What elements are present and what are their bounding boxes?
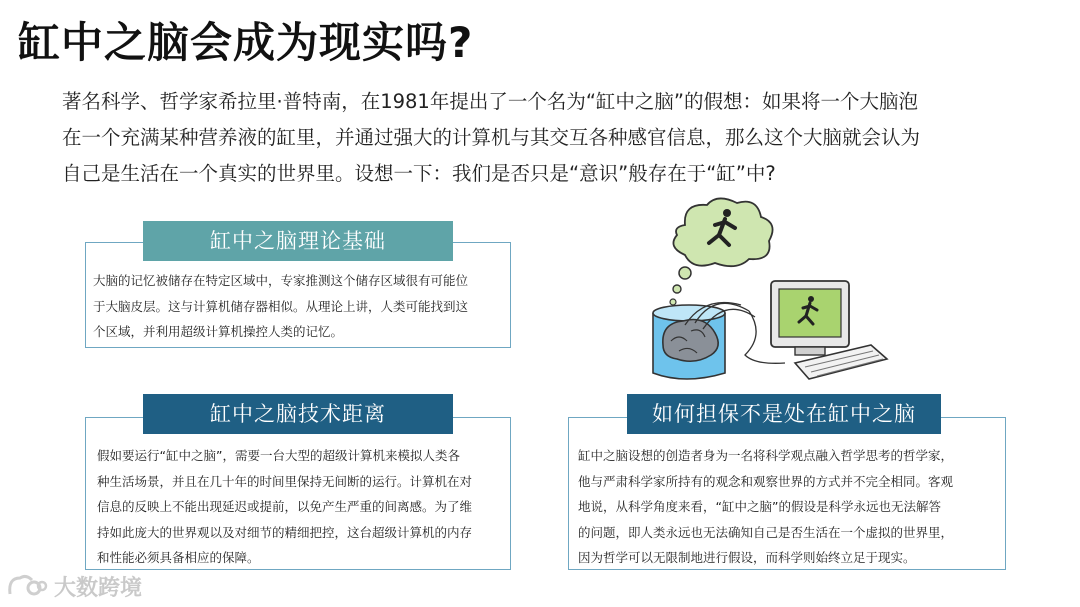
distance-heading: 缸中之脑技术距离 [143, 394, 453, 434]
intro-line: 在一个充满某种营养液的缸里，并通过强大的计算机与其交互各种感官信息，那么这个大脑就会认为 [62, 126, 921, 149]
distance-body [97, 443, 507, 571]
thought-cloud-icon [670, 198, 773, 305]
theory-heading: 缸中之脑理论基础 [143, 221, 453, 261]
theory-line: 大脑的记忆被储存在特定区域中，专家推测这个储存区域很有可能位 [93, 273, 469, 288]
intro-line: 著名科学、哲学家希拉里·普特南，在1981年提出了一个名为“缸中之脑”的假想：如果将一个大脑泡 [62, 90, 919, 113]
distance-line: 信息的反映上不能出现延迟或提前，以免产生严重的间离感。为了维 [97, 499, 473, 514]
guarantee-line: 他与严肃科学家所持有的观念和观察世界的方式并不完全相同。客观 [578, 473, 954, 489]
guarantee-line: 因为哲学可以无限制地进行假设，而科学则始终立足于现实。 [578, 550, 916, 565]
brain-in-vat-illustration [645, 195, 895, 385]
distance-line: 持如此庞大的世界观以及对细节的精细把控，这台超级计算机的内存 [97, 524, 473, 540]
distance-line: 种生活场景，并且在几十年的时间里保持无间断的运行。计算机在对 [97, 473, 473, 489]
guarantee-line: 缸中之脑设想的创造者身为一名将科学观点融入哲学思考的哲学家， [578, 448, 954, 463]
watermark [6, 570, 142, 602]
intro-paragraph [62, 84, 1022, 192]
distance-line: 和性能必须具备相应的保障。 [97, 550, 260, 565]
watermark-text: 大数跨境 [54, 575, 143, 601]
guarantee-line: 地说，从科学角度来看，“缸中之脑”的假设是科学永远也无法解答 [578, 499, 941, 514]
computer-monitor-icon [771, 281, 849, 355]
page-title: 缸中之脑会成为现实吗? [18, 18, 474, 67]
distance-line: 假如要运行“缸中之脑”，需要一台大型的超级计算机来模拟人类各 [97, 448, 460, 463]
watermark-logo-icon [6, 572, 48, 600]
intro-line: 自己是生活在一个真实的世界里。设想一下：我们是否只是“意识”般存在于“缸”中? [62, 162, 776, 185]
guarantee-line: 的问题，即人类永远也无法确知自己是否生活在一个虚拟的世界里， [578, 524, 954, 540]
brain-in-vat-icon [653, 303, 785, 380]
guarantee-heading: 如何担保不是处在缸中之脑 [627, 394, 941, 434]
theory-line: 个区域，并利用超级计算机操控人类的记忆。 [93, 324, 344, 339]
guarantee-body [578, 443, 1002, 571]
theory-body [93, 268, 507, 345]
theory-line: 于大脑皮层。这与计算机储存器相似。从理论上讲，人类可能找到这 [93, 298, 469, 314]
